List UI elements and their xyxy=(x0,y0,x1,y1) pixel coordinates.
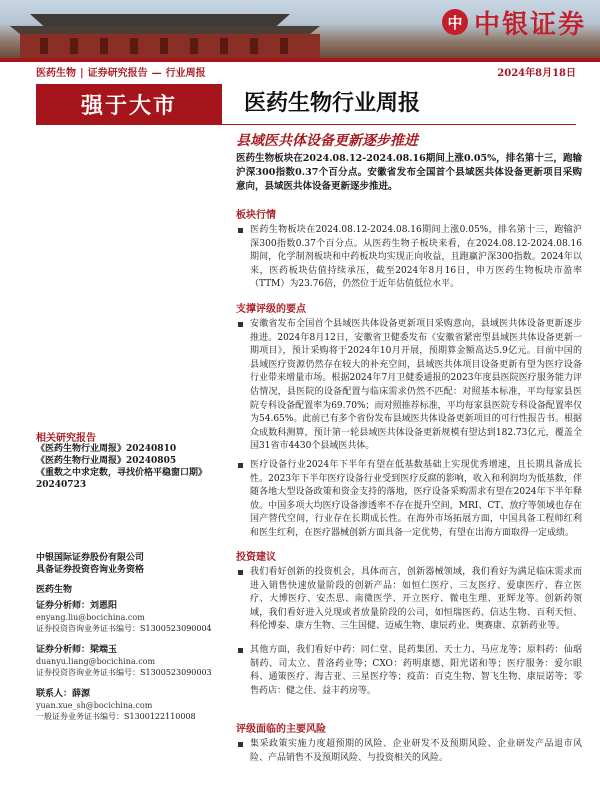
bullet-item xyxy=(236,738,582,765)
bullet-item xyxy=(236,318,582,454)
bullet-icon xyxy=(238,322,243,327)
bullet-text: 医药生物板块在2024.08.12-2024.08.16期间上涨0.05%，排名第十三，跑输沪深300指数0.37个百分点。从医药生物子板块来看，在2024.08.12-2024.08.16期间，化学制剂板块和中药板块均实现正向收益，且跑赢沪深300指数。2024年以来，医药板块估值持续承压，截至2024年8月16日，申万医药生物板块市盈率（TTM）为23.76倍，仍然位于近年估值低位水平。 xyxy=(250,225,582,290)
bullet-item xyxy=(236,224,582,292)
analyst-card xyxy=(36,644,236,678)
company-qualification: 具备证券投资咨询业务资格 xyxy=(36,565,145,575)
logo-mark-icon: 中 xyxy=(442,9,468,35)
section-heading: 板块行情 xyxy=(236,210,276,221)
title-divider xyxy=(36,124,576,125)
report-title: 医药生物行业周报 xyxy=(244,91,421,116)
analyst-card xyxy=(36,600,236,634)
meta-sub-type: 行业周报 xyxy=(165,67,206,79)
related-report-item[interactable]: 《医药生物行业周报》20240810 xyxy=(36,444,177,454)
report-subtitle: 县域医共体设备更新逐步推进 xyxy=(236,133,418,149)
analyst-email[interactable]: duanyu.liang@bocichina.com xyxy=(36,657,156,666)
analyst-card xyxy=(36,688,236,722)
report-date: 2024年8月18日 xyxy=(497,67,576,79)
bullet-item xyxy=(236,566,582,634)
logo-text: 中银证券 xyxy=(473,9,586,40)
rating-badge: 强于大市 xyxy=(36,84,222,124)
report-meta-bar: 医药生物 | 证券研究报告 — 行业周报 2024年8月18日 xyxy=(36,62,576,80)
bullet-icon xyxy=(238,648,243,653)
analyst-name: 梁端玉 xyxy=(90,645,118,655)
analyst-email[interactable]: yuan.xue_sh@bocichina.com xyxy=(36,701,153,710)
analyst-role: 证券分析师： xyxy=(36,601,91,611)
bullet-text: 集采政策实施力度超预期的风险、企业研发不及预期风险、企业研发产品退市风险、产品销售不及预期风险、与投资相关的风险。 xyxy=(250,739,582,763)
bullet-icon xyxy=(238,463,243,468)
bullet-icon xyxy=(238,228,243,233)
section-heading: 支撑评级的要点 xyxy=(236,304,306,315)
related-reports-heading: 相关研究报告 xyxy=(36,433,96,444)
meta-category: 医药生物 xyxy=(36,67,76,79)
related-report-item[interactable]: 《医药生物行业周报》20240805 xyxy=(36,456,177,466)
sidebar xyxy=(36,148,222,800)
analyst-cert: 证券投资咨询业务证书编号：S1300523090004 xyxy=(36,624,212,633)
main-content xyxy=(236,152,582,800)
analyst-email[interactable]: enyang.liu@bocichina.com xyxy=(36,613,145,622)
bullet-icon xyxy=(238,570,243,575)
analyst-role: 联系人： xyxy=(36,689,73,699)
analyst-role: 证券分析师： xyxy=(36,645,91,655)
sector-label: 医药生物 xyxy=(36,585,73,595)
bullet-text: 安徽省发布全国首个县域医共体设备更新项目采购意向，县域医共体设备更新逐步推进。2024年8月12日，安徽省卫健委发布《安徽省紧密型县域医共体设备更新一期项目》，预计采购将于2024年10月开展，预期算金额高达5.9亿元。目前中国的县域医疗资源仍然存在较大的补充空间，县域医共体项目设备更新有望为医疗设备行业带来增量市场。根据2024年7月卫健委通报的2023年度县医院医疗服务能力评估情况，县医院的设备配置与临床需求仍然不匹配：对照基本标准，平均每家县医院专科设备配置率为69.70%；而对照推荐标准，平均每家县医院专科设备配置率仅为54.65%。此前已有多个省份发布县域医共体设备更新项目的可行性报告书。根据众成数科测算，预计第一轮县域医共体设备更新规模有望达到182.73亿元，覆盖全国31省市4430个县域医共体。 xyxy=(250,319,582,452)
section-heading: 评级面临的主要风险 xyxy=(236,724,326,735)
related-report-item[interactable]: 《重数之中求定数，寻找价格平稳窗口期》20240723 xyxy=(36,468,208,490)
related-reports-list xyxy=(36,443,222,491)
bullet-icon xyxy=(238,742,243,747)
section-heading: 投资建议 xyxy=(236,552,276,563)
summary-paragraph: 医药生物板块在2024.08.12-2024.08.16期间上涨0.05%，排名第十三，跑输沪深300指数0.37个百分点。安徽省发布全国首个县域医共体设备更新项目采购意向，县域医共体设备更新逐步推进。 xyxy=(236,153,582,192)
bullet-text: 其他方面，我们看好中药：同仁堂、昆药集团、天士力、马应龙等；原料药：仙琚制药、司太立、普洛药业等；CXO：药明康德、阳光诺和等；医疗服务：爱尔眼科、通策医疗、海吉亚、三星医疗等；疫苗：百克生物、智飞生物、康辰诺等；零售药店：健之佳、益丰药房等。 xyxy=(250,645,582,696)
company-name: 中银国际证券股份有限公司 xyxy=(36,553,145,563)
bullet-item xyxy=(236,459,582,541)
bullet-item xyxy=(236,644,582,698)
company-info xyxy=(36,552,144,576)
bullet-text: 我们看好创新的投资机会，具体而言，创新器械领域，我们看好为满足临床需求而进入销售快速放量阶段的创新产品：如恒仁医疗、三友医疗、爱康医疗、春立医疗、大博医疗、安杰思、南微医学、开立医疗、微电生理、亚辉龙等。创新药领域，我们看好进入兑现或者放量阶段的公司，如恒瑞医药、信达生物、百利天恒、科伦博泰、康方生物、三生国健、迈威生物、康辰药业、奥赛康、京新药业等。 xyxy=(250,567,582,632)
analyst-cert: 一般证券业务证书编号：S1300122110008 xyxy=(36,712,196,721)
brand-logo xyxy=(442,2,586,42)
bullet-text: 医疗设备行业2024年下半年有望在低基数基础上实现优秀增速，且长期具备成长性。2023年下半年医疗设备行业受到医疗反腐的影响，收入和利润均为低基数，伴随各地大型设备政策和资金支持的落地，医疗设备采购需求有望在2024年下半年释放。中国多项大均医疗设备渗透率不存在提升空间，MRI、CT、放疗等领域也存在国产替代空间，行业存在长期成长性。在海外市场拓展方面，中国具备工程师红利和医生红利，在医疗器械创新方面具备一定优势，有望在出海方面取得一定成绩。 xyxy=(250,460,582,538)
analyst-name: 薛源 xyxy=(72,689,91,699)
analyst-cert: 证券投资咨询业务证书编号：S1300523090003 xyxy=(36,668,212,677)
analyst-name: 刘恩阳 xyxy=(90,601,118,611)
meta-report-type: 证券研究报告 xyxy=(87,67,148,79)
header-banner-image xyxy=(0,0,600,58)
